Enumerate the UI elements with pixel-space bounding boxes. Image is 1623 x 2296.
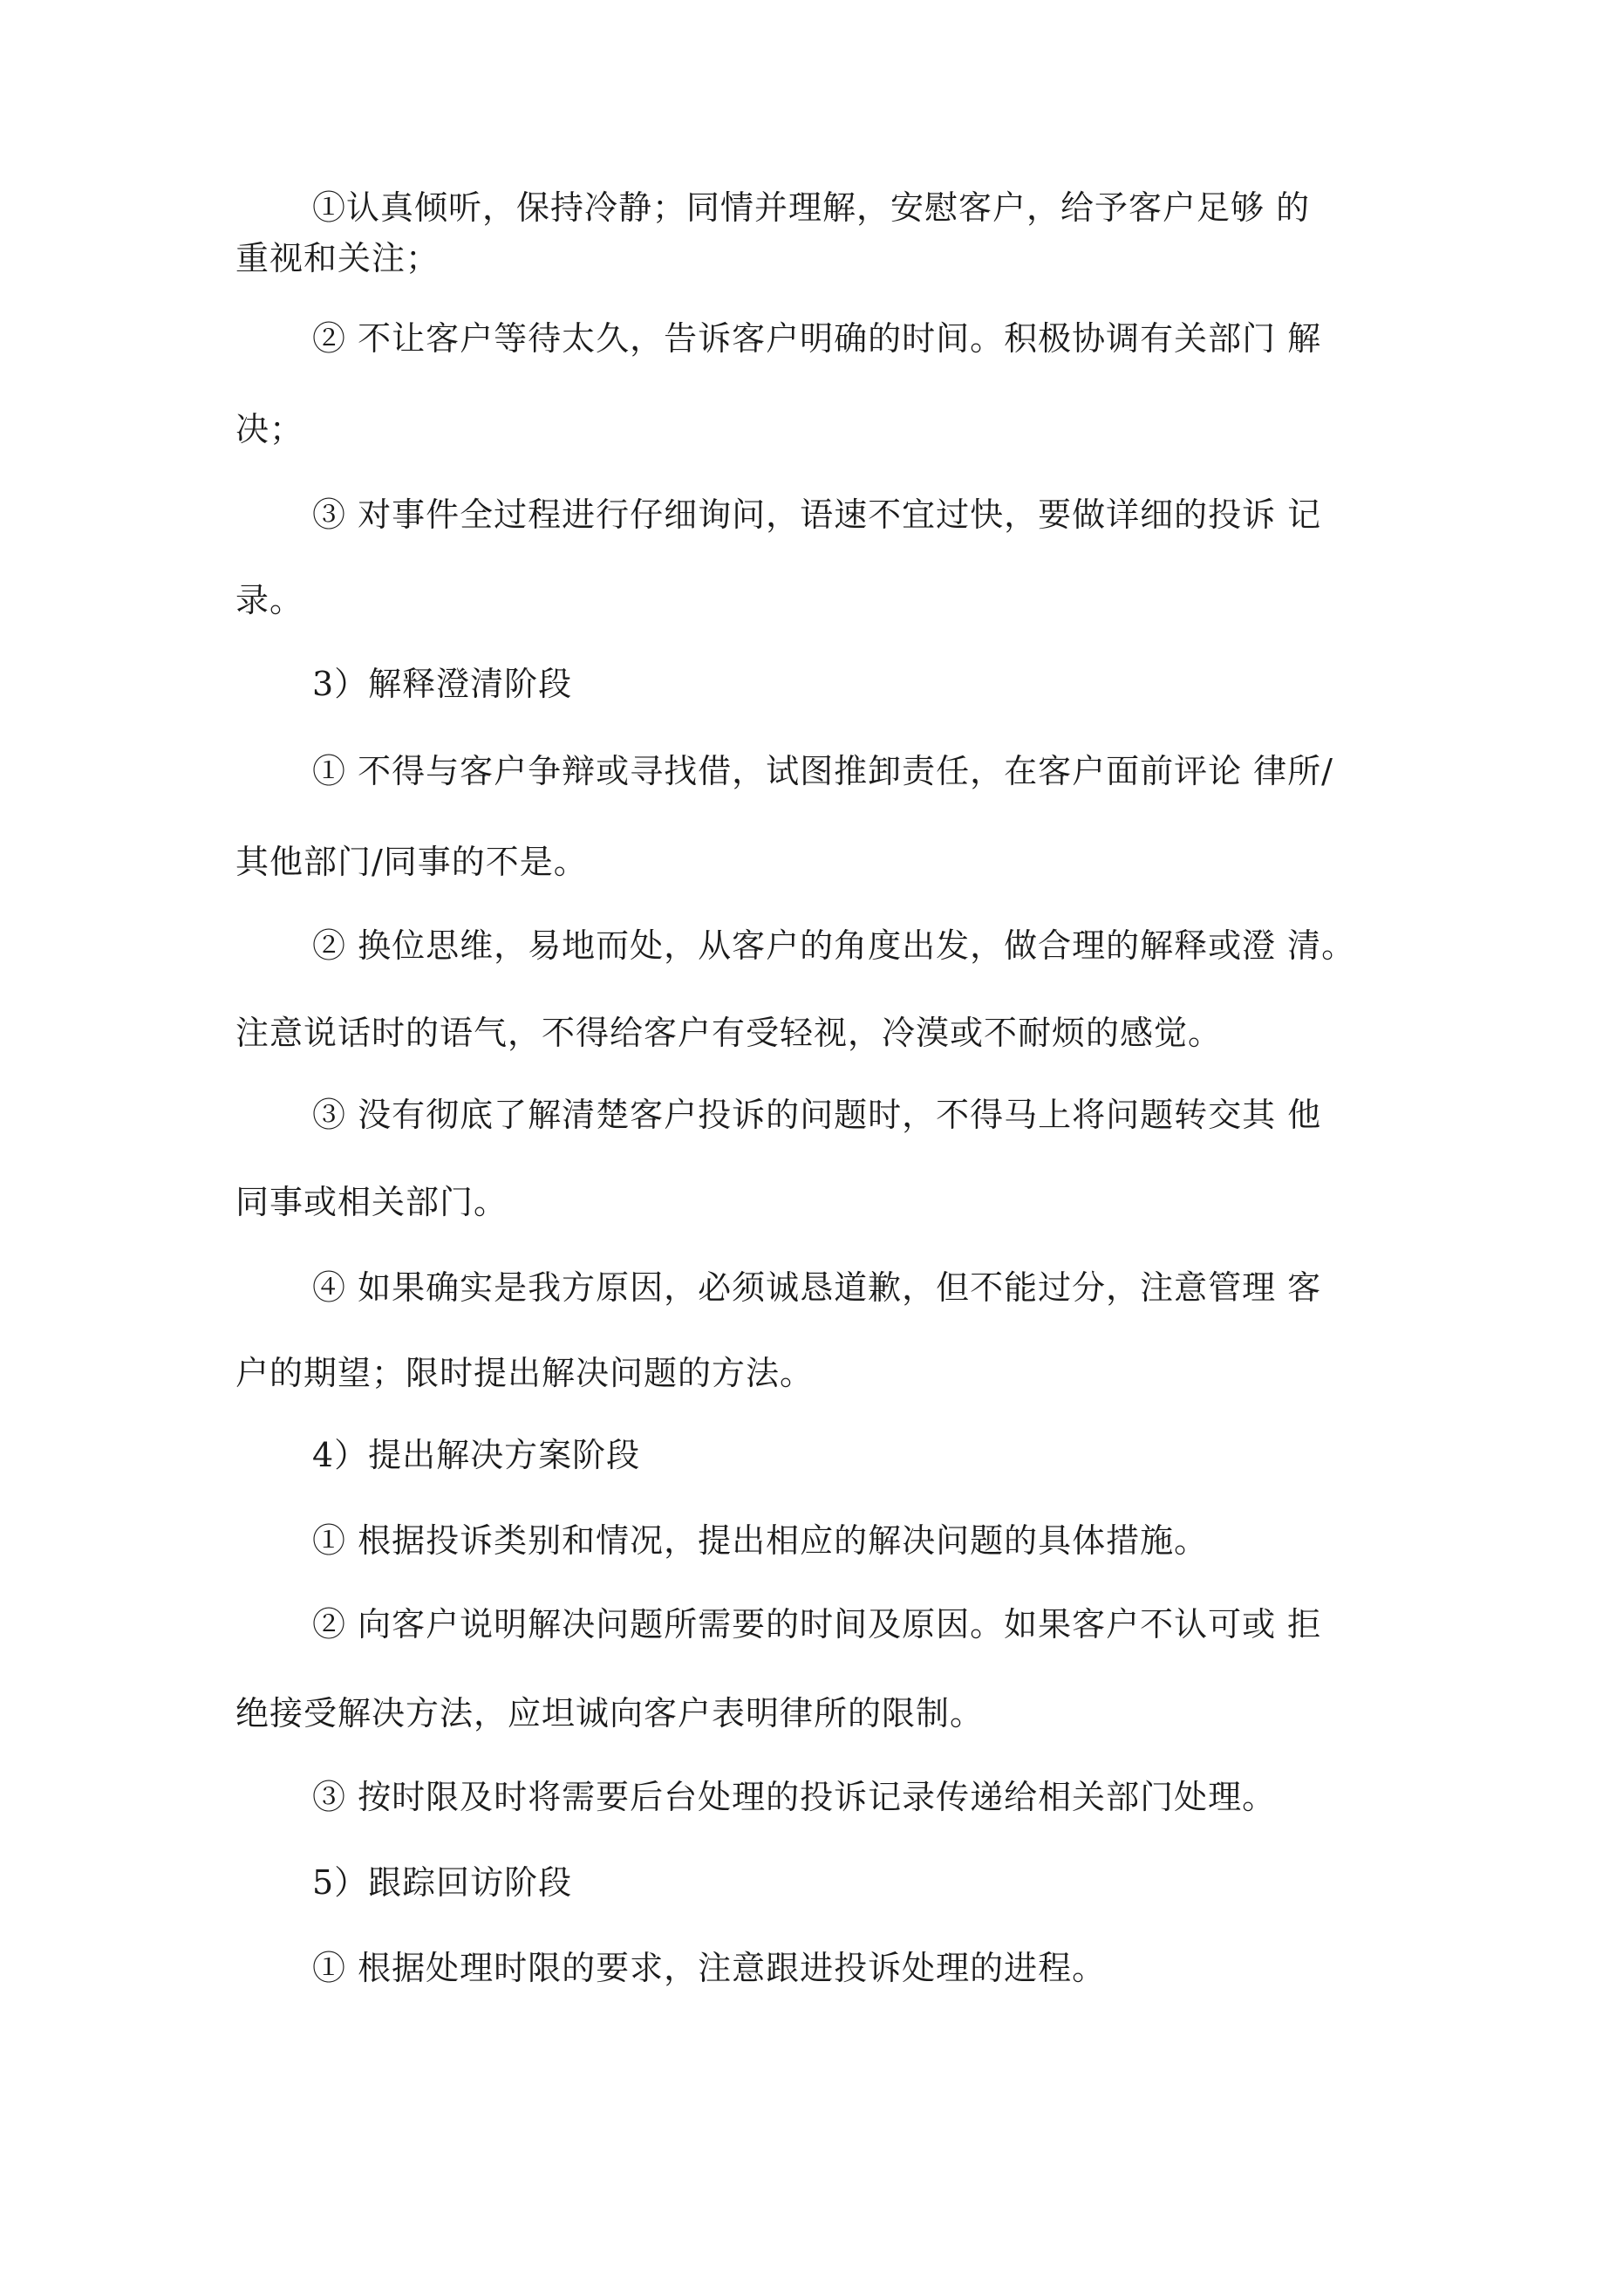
paragraph-line: 注意说话时的语气，不得给客户有受轻视，冷漠或不耐烦的感觉。 — [235, 1014, 1223, 1052]
section-heading: 4）提出解决方案阶段 — [312, 1436, 641, 1474]
paragraph-line: ①认真倾听，保持冷静；同情并理解，安慰客户，给予客户足够 的 — [312, 188, 1311, 227]
section-heading: 3）解释澄清阶段 — [312, 665, 573, 703]
paragraph-line: 其他部门/同事的不是。 — [235, 843, 588, 881]
paragraph-line: ① 不得与客户争辩或寻找借，试图推卸责任，在客户面前评论 律所/ — [312, 752, 1333, 790]
paragraph-line: ④ 如果确实是我方原因，必须诚恳道歉，但不能过分，注意管理 客 — [312, 1268, 1322, 1307]
paragraph-line: 录。 — [235, 581, 304, 619]
paragraph-line: ① 根据投诉类别和情况，提出相应的解决问题的具体措施。 — [312, 1521, 1209, 1560]
paragraph-line: ③ 没有彻底了解清楚客户投诉的问题时，不得马上将问题转交其 他 — [312, 1096, 1322, 1134]
section-heading: 5）跟踪回访阶段 — [312, 1863, 573, 1902]
paragraph-line: ① 根据处理时限的要求，注意跟进投诉处理的进程。 — [312, 1949, 1107, 1987]
paragraph-line: ② 向客户说明解决问题所需要的时间及原因。如果客户不认可或 拒 — [312, 1605, 1322, 1643]
paragraph-line: 重视和关注； — [235, 239, 440, 277]
paragraph-line: ③ 按时限及时将需要后台处理的投诉记录传递给相关部门处理。 — [312, 1778, 1277, 1816]
paragraph-line: 户的期望；限时提出解决问题的方法。 — [235, 1354, 815, 1392]
paragraph-line: ② 换位思维，易地而处，从客户的角度出发，做合理的解释或澄 清。 — [312, 926, 1356, 965]
paragraph-line: 同事或相关部门。 — [235, 1183, 508, 1221]
paragraph-line: 决； — [235, 410, 304, 448]
paragraph-line: 绝接受解决方法，应坦诚向客户表明律所的限制。 — [235, 1694, 985, 1732]
paragraph-line: ③ 对事件全过程进行仔细询问，语速不宜过快，要做详细的投诉 记 — [312, 495, 1322, 534]
paragraph-line: ② 不让客户等待太久，告诉客户明确的时间。积极协调有关部门 解 — [312, 319, 1322, 358]
